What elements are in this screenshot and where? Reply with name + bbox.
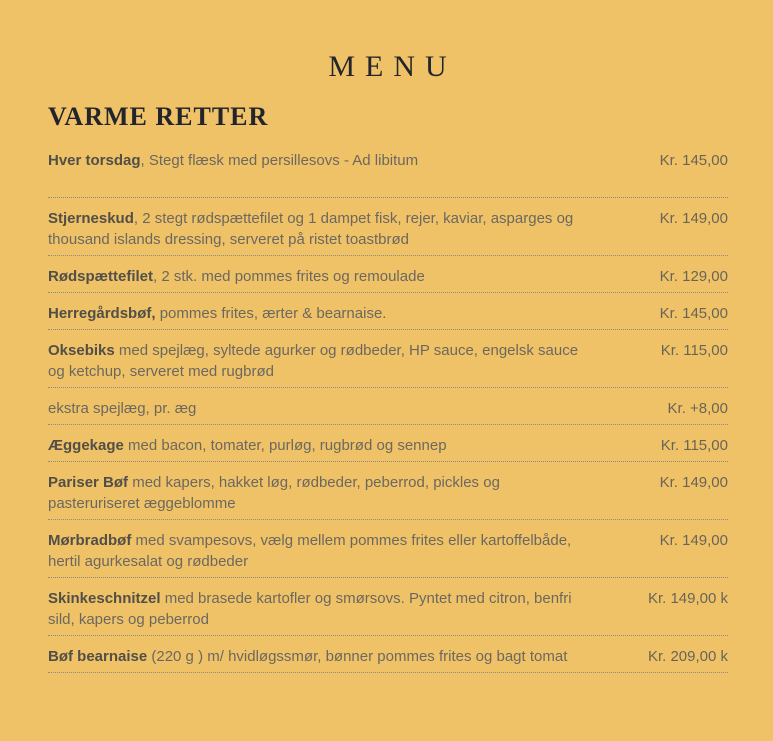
menu-item-price: Kr. 115,00 xyxy=(660,437,728,454)
menu-item-price: Kr. 149,00 xyxy=(659,532,728,549)
menu-item-text xyxy=(48,472,593,514)
menu-item-name: Pariser Bøf xyxy=(48,474,129,491)
menu-item-row xyxy=(48,293,728,330)
menu-item-text xyxy=(48,398,593,419)
menu-item-description: pommes frites, ærter & bearnaise. xyxy=(155,305,387,322)
menu-item-text xyxy=(48,530,593,572)
menu-item-name: Hver torsdag xyxy=(48,152,141,169)
menu-item-description: med brasede kartofler og smørsovs. Pyntet med citron, benfri sild, kapers og peberrod xyxy=(48,590,572,628)
menu-item-text xyxy=(48,150,593,171)
menu-item-text xyxy=(48,646,593,667)
menu-item-price: Kr. 145,00 xyxy=(659,152,728,169)
menu-item-name: Rødspættefilet xyxy=(48,268,153,285)
menu-item-description: med spejlæg, syltede agurker og rødbeder, HP sauce, engelsk sauce og ketchup, serveret med rugbrød xyxy=(48,342,579,380)
menu-item-price: Kr. 149,00 xyxy=(659,474,728,491)
menu-item-text xyxy=(48,588,593,630)
menu-item-text xyxy=(48,208,593,250)
menu-item-row xyxy=(48,578,728,636)
menu-item-list xyxy=(48,140,728,673)
menu-item-row xyxy=(48,140,728,198)
menu-item-name: Herregårdsbøf, xyxy=(48,305,156,322)
section-heading: VARME RETTER xyxy=(48,102,269,131)
menu-item-description: , 2 stegt rødspættefilet og 1 dampet fisk, rejer, kaviar, asparges og thousand islands dressing, serveret på ristet toastbrød xyxy=(48,210,574,248)
menu-item-description: med svampesovs, vælg mellem pommes frites eller kartoffelbåde, hertil agurkesalat og rødbeder xyxy=(48,532,572,570)
menu-item-row xyxy=(48,198,728,256)
menu-item-description: (220 g ) m/ hvidløgssmør, bønner pommes frites og bagt tomat xyxy=(147,648,568,665)
menu-item-row xyxy=(48,256,728,293)
menu-item-price: Kr. 149,00 xyxy=(659,210,728,227)
menu-item-row xyxy=(48,636,728,673)
menu-item-description: med bacon, tomater, purløg, rugbrød og sennep xyxy=(123,437,447,454)
menu-item-text xyxy=(48,340,593,382)
menu-page xyxy=(0,51,773,741)
menu-item-row xyxy=(48,425,728,462)
menu-item-price: Kr. 209,00 k xyxy=(647,648,728,665)
menu-item-description: med kapers, hakket løg, rødbeder, peberrod, pickles og pasteruriseret æggeblomme xyxy=(48,474,500,512)
menu-item-description: , 2 stk. med pommes frites og remoulade xyxy=(153,268,425,285)
menu-item-text xyxy=(48,303,593,324)
menu-item-name: Oksebiks xyxy=(48,342,115,359)
menu-item-price: Kr. 129,00 xyxy=(659,268,728,285)
menu-item-name: Mørbradbøf xyxy=(48,532,132,549)
menu-item-text xyxy=(48,266,593,287)
menu-item-text xyxy=(48,435,593,456)
menu-item-row xyxy=(48,330,728,388)
menu-item-name: Bøf bearnaise xyxy=(48,648,148,665)
menu-item-price: Kr. 115,00 xyxy=(660,342,728,359)
menu-item-description: ekstra spejlæg, pr. æg xyxy=(48,400,197,417)
menu-item-price: Kr. 145,00 xyxy=(659,305,728,322)
menu-item-price: Kr. 149,00 k xyxy=(647,590,728,607)
menu-item-row xyxy=(48,388,728,425)
menu-item-name: Æggekage xyxy=(48,437,124,454)
page-title: MENU xyxy=(328,50,457,83)
menu-item-description: , Stegt flæsk med persillesovs - Ad libitum xyxy=(140,152,419,169)
menu-item-name: Stjerneskud xyxy=(48,210,134,227)
menu-item-row xyxy=(48,520,728,578)
menu-item-row xyxy=(48,462,728,520)
menu-item-price: Kr. +8,00 xyxy=(667,400,728,417)
menu-item-name: Skinkeschnitzel xyxy=(48,590,161,607)
